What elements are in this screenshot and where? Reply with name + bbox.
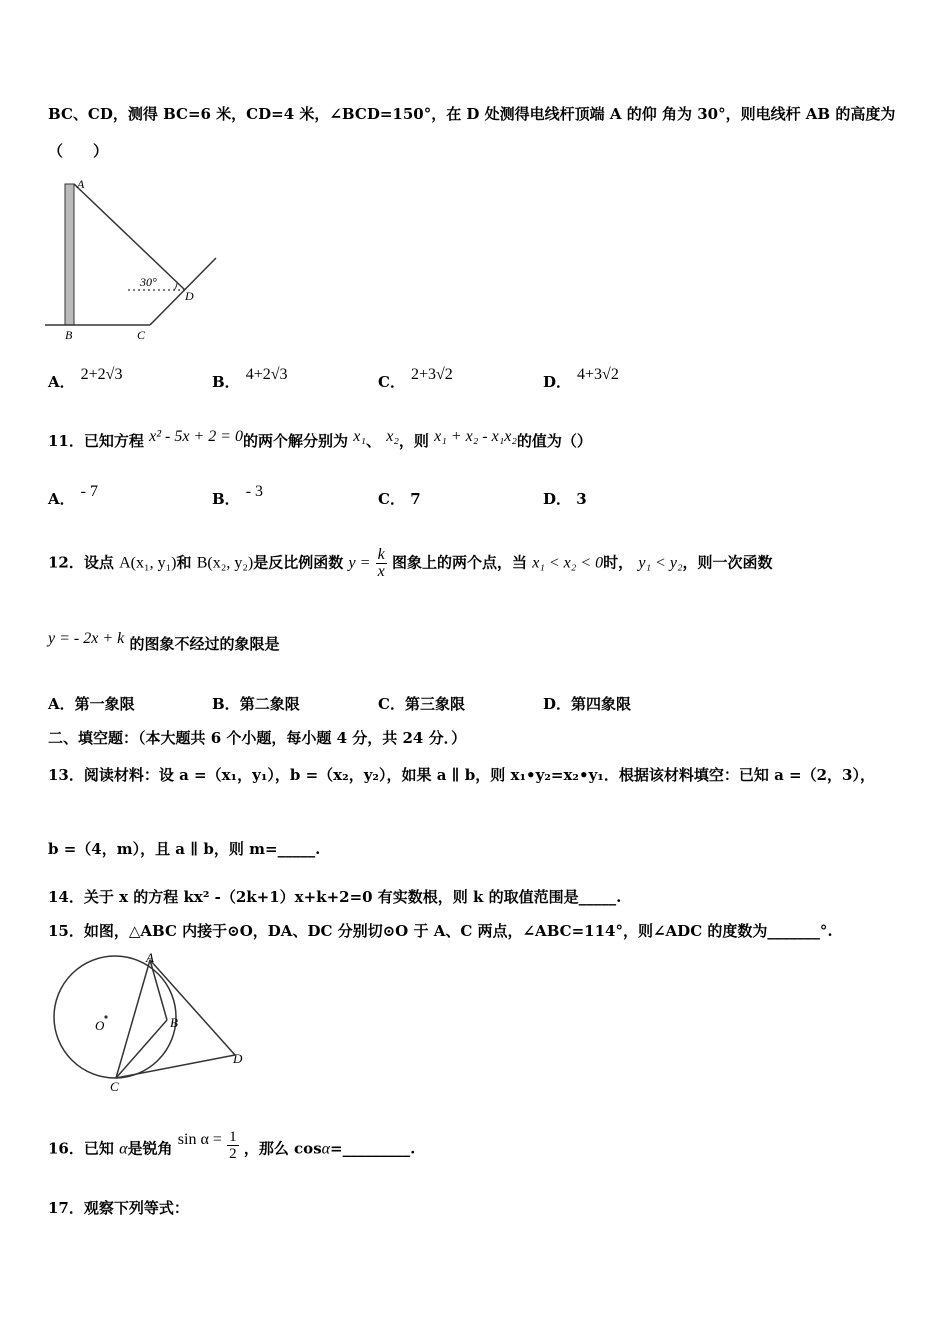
q10-option-a: A． 2+2√3 <box>48 366 123 391</box>
q12-option-b: B．第二象限 <box>212 695 300 713</box>
segment-cd <box>150 258 216 325</box>
q10-option-d: D． 4+3√2 <box>543 366 619 391</box>
q10-option-b: B． 4+2√3 <box>212 366 288 391</box>
q16-stem: 16．已知 α是锐角 sin α = $\frac{1}{2}$ ，那么 cosα=_________. <box>48 1129 416 1162</box>
q17-text: 17．观察下列等式： <box>48 1199 189 1217</box>
q10-stem-line2: （ ） <box>48 142 109 160</box>
q10-option-c: C． 2+3√2 <box>378 366 453 391</box>
label-b: B <box>65 328 73 342</box>
sight-line-ad <box>74 184 185 290</box>
label-d: D <box>233 1051 243 1066</box>
label-c: C <box>110 1079 119 1094</box>
q12-stem: 12．设点 A(x₁, y₁)和 B(x₂, y₂)是反比例函数 y = $\frac{k}{x}$ 图象上的两个点，当 x₁ < x₂ < 0时， y₁ < y₂，则一次函数 <box>48 546 773 580</box>
center-dot <box>104 1015 107 1018</box>
label-angle: 30° <box>140 275 157 289</box>
q11-option-b: B． - 3 <box>212 483 264 508</box>
q11-option-c: C． 7 <box>378 490 421 508</box>
label-a: A <box>77 177 85 191</box>
q11-option-d: D． 3 <box>543 490 587 508</box>
q11-option-a: A． - 7 <box>48 483 98 508</box>
q12-option-d: D．第四象限 <box>543 695 632 713</box>
angle-arc <box>174 282 177 290</box>
label-b: B <box>170 1015 178 1030</box>
q10-stem-line1: BC、CD，测得 BC=6 米，CD=4 米，∠BCD=150°，在 D 处测得电线杆顶端 A 的仰 角为 30°，则电线杆 AB 的高度为 <box>48 105 896 123</box>
q12-option-c: C．第三象限 <box>378 695 465 713</box>
label-a: A <box>146 950 154 965</box>
label-o: O <box>95 1018 105 1033</box>
q12-option-a: A．第一象限 <box>48 695 135 713</box>
label-d: D <box>185 289 194 303</box>
section-2-heading: 二、填空题：（本大题共 6 个小题，每小题 4 分，共 24 分．） <box>48 729 467 747</box>
q15-figure <box>40 950 255 1095</box>
q16-fraction: $\frac{1}{2}$ <box>229 1129 237 1162</box>
q15-text: 15．如图，△ABC 内接于⊙O，DA、DC 分别切⊙O 于 A、C 两点，∠ABC=114°，则∠ADC 的度数为_______°. <box>48 922 833 940</box>
q14-text: 14．关于 x 的方程 kx² -（2k+1）x+k+2=0 有实数根，则 k 的取值范围是_____. <box>48 888 622 906</box>
pole <box>65 184 74 325</box>
q10-figure <box>40 172 230 344</box>
circle-o <box>54 956 176 1078</box>
q13-line2: b =（4，m），且 a ∥ b，则 m=_____. <box>48 840 321 858</box>
q12-fraction: $\frac{k}{x}$ <box>377 546 385 580</box>
q11-stem: 11．已知方程 x² - 5x + 2 = 0的两个解分别为 x₁、 x₂，则 x₁ + x₂ - x₁x₂的值为（） <box>48 428 592 450</box>
label-c: C <box>137 328 146 342</box>
chord-ac <box>116 960 150 1078</box>
q13-line1: 13．阅读材料：设 a =（x₁，y₁），b =（x₂，y₂），如果 a ∥ b，则 x₁•y₂=x₂•y₁．根据该材料填空：已知 a =（2，3）， <box>48 766 875 784</box>
q12-line-fn: y = - 2x + k 的图象不经过的象限是 <box>48 630 280 653</box>
